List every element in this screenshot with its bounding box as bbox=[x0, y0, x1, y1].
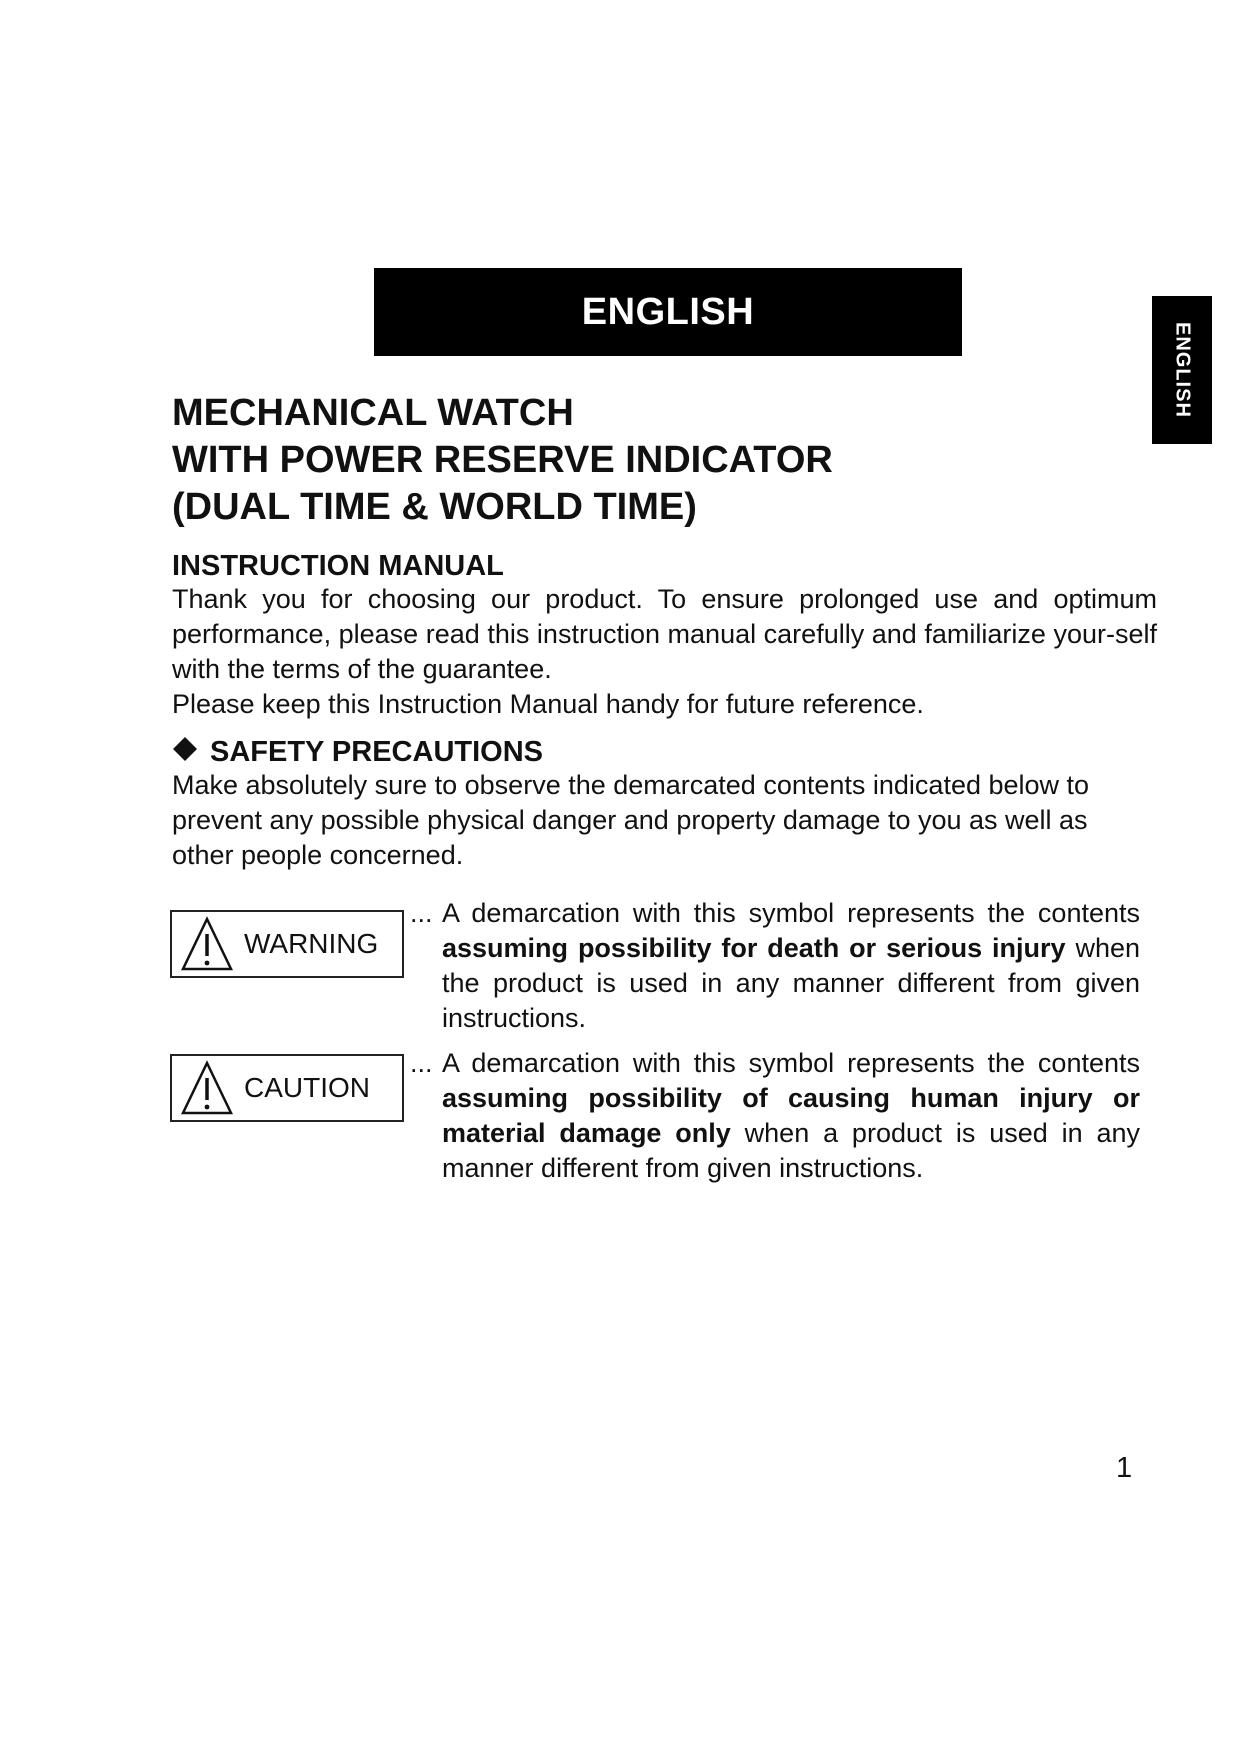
warning-text-post: when the product is used in any manner different from given instructions. bbox=[442, 933, 1140, 1033]
title-line-1: MECHANICAL WATCH bbox=[172, 392, 574, 434]
title-line-3: (DUAL TIME & WORLD TIME) bbox=[172, 486, 697, 528]
language-banner-label: ENGLISH bbox=[581, 290, 755, 333]
intro-section bbox=[172, 582, 1157, 722]
warning-lead-dots: ... bbox=[410, 898, 433, 928]
caution-description bbox=[410, 1046, 1140, 1186]
caution-text-post: when a product is used in any manner different from given instructions. bbox=[442, 1118, 1140, 1183]
warning-description bbox=[410, 896, 1140, 1036]
keep-manual-paragraph: Please keep this Instruction Manual handy for future reference. bbox=[172, 689, 924, 719]
safety-heading-text: SAFETY PRECAUTIONS bbox=[210, 736, 544, 768]
language-side-tab-label: ENGLISH bbox=[1171, 322, 1194, 418]
safety-paragraph: Make absolutely sure to observe the demarcated contents indicated below to prevent any possible physical danger and property damage to you as well as other people concerned. bbox=[172, 770, 1090, 870]
language-side-tab bbox=[1152, 296, 1212, 444]
page-number: 1 bbox=[1116, 1452, 1133, 1484]
caution-label: CAUTION bbox=[244, 1072, 370, 1103]
warning-label: WARNING bbox=[244, 928, 379, 959]
caution-text-pre: A demarcation with this symbol represents the contents bbox=[442, 1048, 1140, 1078]
caution-symbol-box bbox=[170, 1054, 404, 1122]
instruction-manual-heading: INSTRUCTION MANUAL bbox=[172, 550, 504, 582]
title-line-2: WITH POWER RESERVE INDICATOR bbox=[172, 439, 833, 481]
language-banner bbox=[374, 268, 962, 356]
document-title bbox=[172, 390, 833, 531]
warning-text-bold: assuming possibility for death or serious injury bbox=[442, 933, 1066, 963]
intro-paragraph: Thank you for choosing our product. To ensure prolonged use and optimum performance, please read this instruction manual carefully and familiarize your-self with the terms of the guarantee. bbox=[172, 584, 1157, 684]
caution-triangle-icon bbox=[180, 1060, 234, 1116]
warning-triangle-icon bbox=[180, 916, 234, 972]
warning-text-pre: A demarcation with this symbol represents the contents bbox=[442, 898, 1140, 928]
caution-text-bold: assuming possibility of causing human injury or material damage only bbox=[442, 1083, 1140, 1148]
safety-precautions-heading bbox=[172, 736, 543, 769]
caution-lead-dots: ... bbox=[410, 1048, 433, 1078]
diamond-bullet-icon bbox=[172, 736, 198, 769]
warning-symbol-box bbox=[170, 910, 404, 978]
